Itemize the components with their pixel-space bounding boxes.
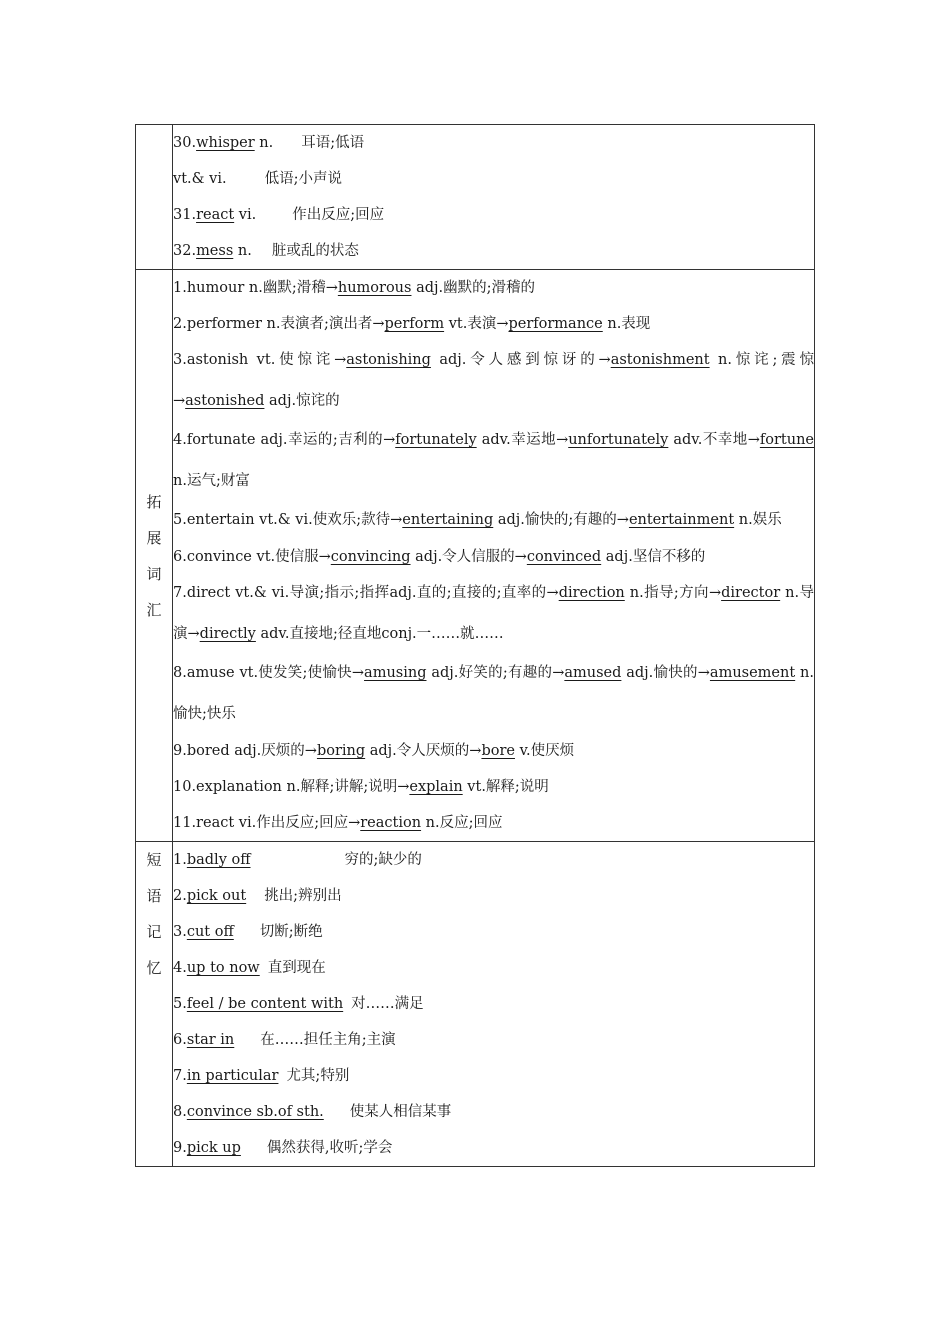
text-segment: 9. xyxy=(173,1140,187,1156)
answer-word: amusing xyxy=(364,665,427,681)
answer-word: astonished xyxy=(185,393,265,409)
answer-word: fortunately xyxy=(395,432,477,448)
phrase-item xyxy=(173,986,814,1022)
text-segment: adj.惊诧的 xyxy=(264,393,340,409)
answer-word: reaction xyxy=(360,815,422,831)
text-segment: vt.& vi. xyxy=(173,171,227,187)
vocab-item xyxy=(173,340,814,422)
answer-phrase: cut off xyxy=(186,924,234,940)
text-segment: 切断;断绝 xyxy=(259,924,323,940)
text-segment: adv.幸运地→ xyxy=(476,432,569,448)
answer-phrase: up to now xyxy=(186,960,260,976)
text-segment: 短 xyxy=(146,851,162,869)
section-extended-vocab-label xyxy=(136,270,173,842)
text-segment: 尤其;特别 xyxy=(286,1068,350,1084)
text-segment: 偶然获得,收听;学会 xyxy=(266,1140,393,1156)
vocab-item xyxy=(173,769,814,805)
text-segment: adj.幽默的;滑稽的 xyxy=(411,280,535,296)
text-segment: vt.解释;说明 xyxy=(462,779,549,795)
vocab-item xyxy=(173,539,814,575)
section-words-row xyxy=(136,125,815,270)
section-extended-vocab-content xyxy=(173,270,815,842)
text-segment: 5.entertain vt.& vi.使欢乐;款待→ xyxy=(173,512,403,528)
text-segment: 6.convince vt.使信服→ xyxy=(173,549,331,565)
section-phrases-content xyxy=(173,842,815,1167)
phrase-item xyxy=(173,1022,814,1058)
vocab-item xyxy=(173,805,814,841)
vocabulary-table xyxy=(135,124,815,1167)
answer-word: convinced xyxy=(526,549,602,565)
answer-phrase: pick out xyxy=(186,888,247,904)
phrase-item xyxy=(173,914,814,950)
section-phrases-row xyxy=(136,842,815,1167)
phrase-item xyxy=(173,842,814,878)
text-segment: 8.amuse vt.使发笑;使愉快→ xyxy=(173,665,365,681)
answer-phrase: in particular xyxy=(186,1068,279,1084)
text-segment: 6. xyxy=(173,1032,187,1048)
text-segment: 汇 xyxy=(146,600,162,619)
text-segment: adj.好笑的;有趣的→ xyxy=(426,665,565,681)
text-segment: 耳语;低语 xyxy=(301,135,365,151)
answer-word: explain xyxy=(409,779,463,795)
text-segment: 7.direct vt.& vi.导演;指示;指挥adj.直的;直接的;直率的→ xyxy=(173,585,559,601)
text-segment: n.导演→ xyxy=(173,585,814,642)
text-segment: 11.react vi.作出反应;回应→ xyxy=(173,815,361,831)
text-segment: 作出反应;回应 xyxy=(292,207,385,223)
text-segment: 直到现在 xyxy=(267,960,326,976)
phrase-item xyxy=(173,1058,814,1094)
text-segment: 9.bored adj.厌烦的→ xyxy=(173,743,317,759)
section-phrases-label xyxy=(136,842,173,1167)
vocab-item xyxy=(173,306,814,342)
answer-word: directly xyxy=(199,626,256,642)
answer-word: fortune xyxy=(759,432,814,448)
vocab-item xyxy=(173,500,814,541)
text-segment: 2.performer n.表演者;演出者→ xyxy=(173,316,385,332)
answer-word: entertainment xyxy=(628,512,735,528)
text-segment: 30. xyxy=(173,135,197,151)
text-segment: 4.fortunate adj.幸运的;吉利的→ xyxy=(173,432,396,448)
text-segment: 1.humour n.幽默;滑稽→ xyxy=(173,280,338,296)
answer-word: amused xyxy=(564,665,622,681)
phrase-item xyxy=(173,1094,814,1130)
text-segment: n.运气;财富 xyxy=(173,473,250,489)
text-segment: n.反应;回应 xyxy=(421,815,503,831)
text-segment: adv.直接地;径直地conj.一……就…… xyxy=(255,626,504,642)
text-segment: 忆 xyxy=(146,959,162,977)
text-segment: 31. xyxy=(173,207,197,223)
text-segment: 记 xyxy=(146,923,162,941)
section-words-content xyxy=(173,125,815,270)
text-segment: adj.令人信服的→ xyxy=(410,549,527,565)
text-segment: 7. xyxy=(173,1068,187,1084)
text-segment: adv.不幸地→ xyxy=(668,432,760,448)
vocab-item xyxy=(173,653,814,735)
text-segment: 使某人相信某事 xyxy=(349,1104,452,1120)
word-item xyxy=(173,197,814,233)
text-segment: 5. xyxy=(173,996,187,1012)
text-segment: n.表现 xyxy=(602,316,651,332)
answer-word: whisper xyxy=(196,135,255,151)
answer-word: amusement xyxy=(709,665,796,681)
answer-word: perform xyxy=(384,316,445,332)
answer-word: react xyxy=(196,207,235,223)
answer-phrase: feel / be content with xyxy=(186,996,344,1012)
answer-word: director xyxy=(721,585,781,601)
text-segment: 10.explanation n.解释;讲解;说明→ xyxy=(173,779,410,795)
phrase-item xyxy=(173,950,814,986)
answer-word: convincing xyxy=(330,549,411,565)
text-segment: 对……满足 xyxy=(351,996,424,1012)
text-segment: 展 xyxy=(146,528,162,547)
answer-phrase: badly off xyxy=(186,852,251,868)
text-segment: 2. xyxy=(173,888,187,904)
text-segment: vi. xyxy=(234,207,257,223)
text-segment: adj.令人感到惊讶的→ xyxy=(430,352,611,368)
text-segment: 在……担任主角;主演 xyxy=(260,1032,396,1048)
answer-phrase: pick up xyxy=(186,1140,241,1156)
word-item xyxy=(173,233,814,269)
text-segment: adj.令人厌烦的→ xyxy=(365,743,482,759)
text-segment: 词 xyxy=(146,564,162,583)
answer-word: astonishment xyxy=(610,352,710,368)
answer-word: unfortunately xyxy=(568,432,669,448)
answer-word: astonishing xyxy=(346,352,431,368)
text-segment: 语 xyxy=(146,887,162,905)
text-segment: 1. xyxy=(173,852,187,868)
text-segment: vt.表演→ xyxy=(444,316,509,332)
answer-word: direction xyxy=(558,585,625,601)
vocab-item xyxy=(173,270,814,306)
text-segment: adj.愉快的;有趣的→ xyxy=(493,512,629,528)
section-extended-vocab-row xyxy=(136,270,815,842)
phrase-item xyxy=(173,878,814,914)
vocab-item xyxy=(173,420,814,502)
answer-word: entertaining xyxy=(402,512,494,528)
text-segment: 3. xyxy=(173,924,187,940)
text-segment: n. xyxy=(254,135,274,151)
vocab-item xyxy=(173,573,814,655)
answer-word: boring xyxy=(316,743,366,759)
text-segment: 32. xyxy=(173,243,197,259)
text-segment: 4. xyxy=(173,960,187,976)
text-segment: 低语;小声说 xyxy=(264,171,342,187)
answer-word: humorous xyxy=(337,280,412,296)
text-segment: 穷的;缺少的 xyxy=(344,852,422,868)
text-segment: adj.愉快的→ xyxy=(621,665,710,681)
text-segment: v.使厌烦 xyxy=(514,743,575,759)
text-segment: 挑出;辨别出 xyxy=(264,888,342,904)
answer-word: bore xyxy=(481,743,515,759)
answer-word: performance xyxy=(508,316,603,332)
text-segment: 脏或乱的状态 xyxy=(271,243,359,259)
word-item xyxy=(173,125,814,161)
text-segment: n.惊诧;震惊→ xyxy=(173,352,814,409)
answer-phrase: convince sb.of sth. xyxy=(186,1104,324,1120)
answer-word: mess xyxy=(196,243,234,259)
vocab-item xyxy=(173,733,814,769)
text-segment: 拓 xyxy=(146,492,162,511)
text-segment: n.指导;方向→ xyxy=(624,585,722,601)
word-item xyxy=(173,161,814,197)
section-words-label xyxy=(136,125,173,270)
text-segment: 3.astonish vt.使惊诧→ xyxy=(173,352,347,368)
answer-phrase: star in xyxy=(186,1032,235,1048)
text-segment: adj.坚信不移的 xyxy=(601,549,706,565)
text-segment: n.愉快;快乐 xyxy=(173,665,814,722)
text-segment: n. xyxy=(233,243,252,259)
text-segment: 8. xyxy=(173,1104,187,1120)
text-segment: n.娱乐 xyxy=(734,512,782,528)
phrase-item xyxy=(173,1130,814,1166)
